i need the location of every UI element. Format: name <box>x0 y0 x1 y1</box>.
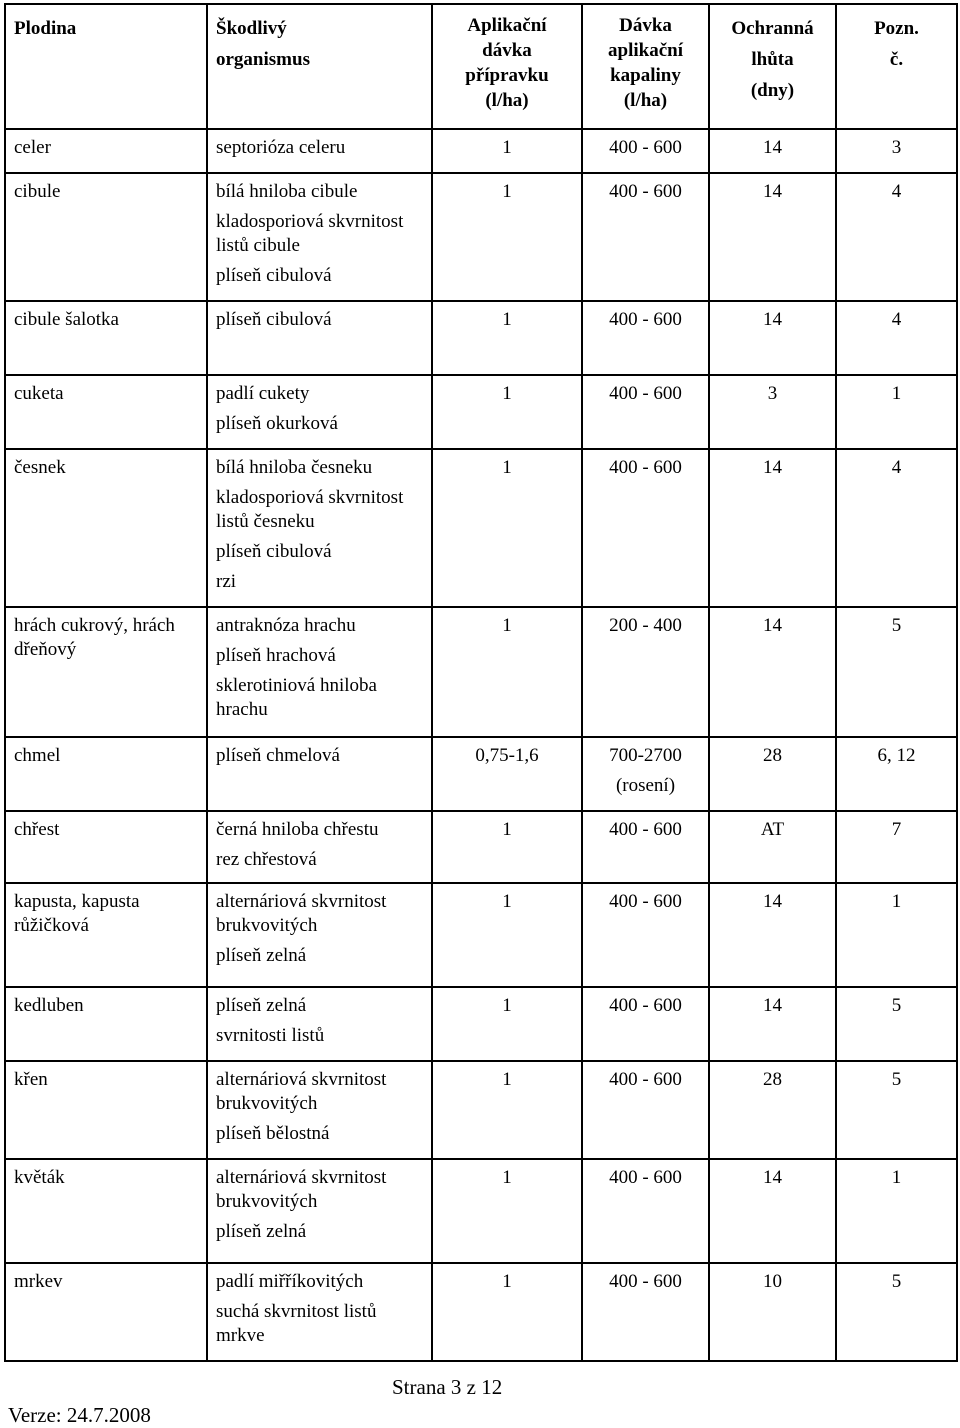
crop-cell: česnek <box>5 449 207 607</box>
volume-note: (rosení) <box>615 775 676 796</box>
note-cell: 4 <box>836 449 957 607</box>
pest-name: bílá hniloba cibule <box>216 181 358 202</box>
pest-cell <box>207 1263 432 1361</box>
volume-value: 400 - 600 <box>609 383 682 404</box>
pest-cell <box>207 811 432 883</box>
note-cell: 1 <box>836 883 957 987</box>
dose-cell: 1 <box>432 1263 582 1361</box>
pest-cell <box>207 449 432 607</box>
header-plodina <box>5 4 207 129</box>
crop-cell: cibule <box>5 173 207 301</box>
volume-value: 400 - 600 <box>609 995 682 1016</box>
header-organismus-line: Škodlivý <box>216 18 287 39</box>
days-cell: 14 <box>709 173 836 301</box>
dose-cell: 1 <box>432 987 582 1061</box>
pest-name: septorióza celeru <box>216 137 346 158</box>
volume-cell <box>582 173 709 301</box>
days-cell: 14 <box>709 607 836 737</box>
pest-cell <box>207 987 432 1061</box>
crop-cell: mrkev <box>5 1263 207 1361</box>
pest-cell <box>207 737 432 811</box>
header-organismus <box>207 4 432 129</box>
dose-cell: 1 <box>432 449 582 607</box>
pest-name: padlí miřříkovitých <box>216 1271 364 1292</box>
note-cell: 5 <box>836 987 957 1061</box>
pest-name: svrnitosti listů <box>216 1025 325 1046</box>
header-pozn <box>836 4 957 129</box>
header-davka-kapaliny-line: aplikační <box>608 40 683 61</box>
note-cell: 1 <box>836 1159 957 1263</box>
dose-cell: 1 <box>432 173 582 301</box>
table-row <box>5 449 957 607</box>
note-cell: 5 <box>836 1061 957 1159</box>
volume-cell <box>582 737 709 811</box>
volume-cell <box>582 129 709 173</box>
days-cell: 3 <box>709 375 836 449</box>
pest-cell <box>207 375 432 449</box>
volume-value: 400 - 600 <box>609 1167 682 1188</box>
pest-cell <box>207 1061 432 1159</box>
note-cell: 5 <box>836 607 957 737</box>
crop-cell: kapusta, kapusta růžičková <box>5 883 207 987</box>
pest-name: plíseň bělostná <box>216 1123 330 1144</box>
crop-cell: květák <box>5 1159 207 1263</box>
table-row <box>5 129 957 173</box>
table-row <box>5 301 957 375</box>
table-row <box>5 737 957 811</box>
page-number: Strana 3 z 12 <box>392 1375 503 1399</box>
table-row <box>5 375 957 449</box>
table-row <box>5 811 957 883</box>
days-cell: 14 <box>709 883 836 987</box>
crop-cell: cibule šalotka <box>5 301 207 375</box>
header-pozn-line: č. <box>889 49 904 70</box>
pest-cell <box>207 1159 432 1263</box>
pest-name: plíseň zelná <box>216 945 307 966</box>
pest-name: plíseň chmelová <box>216 745 340 766</box>
header-pozn-line: Pozn. <box>874 18 919 39</box>
pest-cell <box>207 607 432 737</box>
volume-cell <box>582 1263 709 1361</box>
note-cell: 7 <box>836 811 957 883</box>
crop-cell: cuketa <box>5 375 207 449</box>
pest-name: plíseň hrachová <box>216 645 336 666</box>
dose-cell: 1 <box>432 883 582 987</box>
pest-name: bílá hniloba česneku <box>216 457 373 478</box>
pest-name: plíseň cibulová <box>216 541 332 562</box>
volume-value: 700-2700 <box>609 745 682 766</box>
table-row <box>5 1159 957 1263</box>
note-cell: 4 <box>836 301 957 375</box>
header-lhuta-line: Ochranná <box>731 18 814 39</box>
volume-value: 400 - 600 <box>609 1069 682 1090</box>
header-davka-pripravku <box>432 4 582 129</box>
header-davka-pripravku-line: přípravku <box>465 65 549 86</box>
note-cell: 3 <box>836 129 957 173</box>
days-cell: 14 <box>709 129 836 173</box>
days-cell: 28 <box>709 1061 836 1159</box>
volume-value: 400 - 600 <box>609 309 682 330</box>
volume-cell <box>582 1061 709 1159</box>
crop-cell: křen <box>5 1061 207 1159</box>
pest-name: antraknóza hrachu <box>216 615 356 636</box>
table-row <box>5 987 957 1061</box>
volume-value: 400 - 600 <box>609 181 682 202</box>
pest-cell <box>207 301 432 375</box>
days-cell: 14 <box>709 1159 836 1263</box>
pest-name: kladosporiová skvrnitost listů česneku <box>216 487 404 532</box>
pest-cell <box>207 883 432 987</box>
volume-value: 400 - 600 <box>609 891 682 912</box>
volume-value: 400 - 600 <box>609 819 682 840</box>
volume-cell <box>582 883 709 987</box>
note-cell: 4 <box>836 173 957 301</box>
crop-cell: kedluben <box>5 987 207 1061</box>
volume-value: 200 - 400 <box>609 615 682 636</box>
note-cell: 6, 12 <box>836 737 957 811</box>
header-organismus-line: organismus <box>216 49 310 70</box>
header-davka-pripravku-line: Aplikační <box>467 15 547 36</box>
pest-name: alternáriová skvrnitost brukvovitých <box>216 891 387 936</box>
header-lhuta-line: (dny) <box>750 80 795 101</box>
days-cell: AT <box>709 811 836 883</box>
header-davka-pripravku-line: dávka <box>482 40 532 61</box>
pest-name: plíseň okurková <box>216 413 338 434</box>
header-davka-kapaliny <box>582 4 709 129</box>
volume-cell <box>582 375 709 449</box>
volume-value: 400 - 600 <box>609 1271 682 1292</box>
pest-cell <box>207 129 432 173</box>
pest-name: plíseň cibulová <box>216 265 332 286</box>
pest-name: sklerotiniová hniloba hrachu <box>216 675 377 720</box>
crop-cell: hrách cukrový, hrách dřeňový <box>5 607 207 737</box>
pest-name: kladosporiová skvrnitost listů cibule <box>216 211 404 256</box>
pest-name: padlí cukety <box>216 383 310 404</box>
volume-cell <box>582 607 709 737</box>
volume-cell <box>582 1159 709 1263</box>
days-cell: 28 <box>709 737 836 811</box>
volume-cell <box>582 811 709 883</box>
pest-name: rez chřestová <box>216 849 317 870</box>
pest-name: rzi <box>216 571 237 592</box>
days-cell: 14 <box>709 449 836 607</box>
volume-cell <box>582 301 709 375</box>
note-cell: 5 <box>836 1263 957 1361</box>
table-row <box>5 607 957 737</box>
dose-cell: 1 <box>432 607 582 737</box>
pest-name: alternáriová skvrnitost brukvovitých <box>216 1167 387 1212</box>
volume-cell <box>582 449 709 607</box>
dose-cell: 1 <box>432 1159 582 1263</box>
pest-name: alternáriová skvrnitost brukvovitých <box>216 1069 387 1114</box>
crop-cell: chmel <box>5 737 207 811</box>
header-lhuta-line: lhůta <box>751 49 794 70</box>
table-row <box>5 173 957 301</box>
pest-name: plíseň zelná <box>216 995 307 1016</box>
volume-value: 400 - 600 <box>609 137 682 158</box>
pest-name: plíseň cibulová <box>216 309 332 330</box>
table-row <box>5 883 957 987</box>
dose-cell: 1 <box>432 1061 582 1159</box>
dose-cell: 0,75-1,6 <box>432 737 582 811</box>
header-plodina-line: Plodina <box>14 18 77 39</box>
pest-name: černá hniloba chřestu <box>216 819 379 840</box>
table-row <box>5 1061 957 1159</box>
crop-cell: chřest <box>5 811 207 883</box>
dose-cell: 1 <box>432 301 582 375</box>
days-cell: 14 <box>709 301 836 375</box>
crop-cell: celer <box>5 129 207 173</box>
dose-cell: 1 <box>432 375 582 449</box>
header-davka-pripravku-line: (l/ha) <box>485 90 529 111</box>
days-cell: 14 <box>709 987 836 1061</box>
header-lhuta <box>709 4 836 129</box>
dose-cell: 1 <box>432 129 582 173</box>
pest-cell <box>207 173 432 301</box>
header-davka-kapaliny-line: Dávka <box>619 15 672 36</box>
note-cell: 1 <box>836 375 957 449</box>
pest-name: suchá skvrnitost listů mrkve <box>216 1301 377 1346</box>
pest-name: plíseň zelná <box>216 1221 307 1242</box>
crop-protection-table <box>4 3 958 1362</box>
volume-value: 400 - 600 <box>609 457 682 478</box>
days-cell: 10 <box>709 1263 836 1361</box>
version-label: Verze: 24.7.2008 <box>8 1403 151 1427</box>
table-row <box>5 1263 957 1361</box>
table-header-row <box>5 4 957 129</box>
dose-cell: 1 <box>432 811 582 883</box>
header-davka-kapaliny-line: kapaliny <box>610 65 681 86</box>
header-davka-kapaliny-line: (l/ha) <box>623 90 668 111</box>
volume-cell <box>582 987 709 1061</box>
